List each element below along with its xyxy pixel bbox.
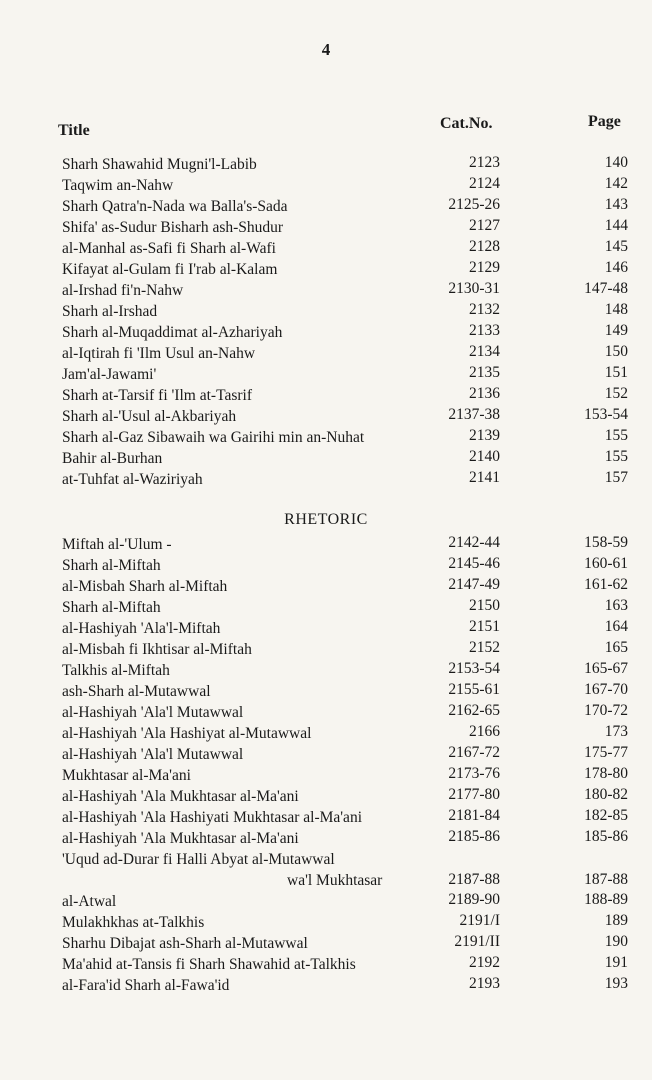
- entry-cat-no: 2177-80: [448, 786, 500, 803]
- entry-title: Talkhis al-Miftah: [62, 662, 170, 679]
- entry-title: Sharh al-Muqaddimat al-Azhariyah: [62, 324, 283, 341]
- catalog-entry-row: [0, 534, 652, 555]
- entry-title: al-Hashiyah 'Ala Mukhtasar al-Ma'ani: [62, 788, 299, 805]
- entry-cat-no: 2147-49: [448, 576, 500, 593]
- catalog-entry-row: [0, 597, 652, 618]
- entry-cat-no: 2181-84: [448, 807, 500, 824]
- entry-title: Ma'ahid at-Tansis fi Sharh Shawahid at-Talkhis: [62, 956, 356, 973]
- entry-title: Mukhtasar al-Ma'ani: [62, 767, 191, 784]
- entry-cat-no: 2155-61: [448, 681, 500, 698]
- entry-page: 151: [604, 364, 628, 381]
- entry-title: al-Hashiyah 'Ala'l Mutawwal: [62, 746, 244, 763]
- entry-title: Sharh al-Gaz Sibawaih wa Gairihi min an-Nuhat: [62, 429, 365, 446]
- entry-cat-no: 2142-44: [448, 534, 500, 551]
- entry-title: Shifa' as-Sudur Bisharh ash-Shudur: [62, 219, 284, 236]
- entry-cat-no: 2145-46: [448, 555, 500, 572]
- catalog-entry-row: [0, 660, 652, 681]
- entry-page: 190: [604, 933, 628, 950]
- entry-cat-no: 2166: [469, 723, 500, 740]
- entry-page: 147-48: [584, 280, 628, 297]
- entry-page: 148: [604, 301, 628, 318]
- entry-page: 160-61: [584, 555, 628, 572]
- catalog-entry-row: [0, 723, 652, 744]
- entry-title: ash-Sharh al-Mutawwal: [62, 683, 211, 700]
- entry-title: Sharh Qatra'n-Nada wa Balla's-Sada: [62, 198, 288, 215]
- entry-page: 163: [604, 597, 628, 614]
- entry-title: Bahir al-Burhan: [62, 450, 163, 467]
- catalog-entry-row: [0, 448, 652, 469]
- entry-cat-no: 2141: [469, 469, 500, 486]
- entry-title: Taqwim an-Nahw: [62, 177, 174, 194]
- entry-cat-no: 2125-26: [448, 196, 500, 213]
- entry-page: 165: [604, 639, 628, 656]
- catalog-entry-row: [0, 807, 652, 828]
- entry-page: 187-88: [584, 871, 628, 888]
- entry-cat-no: 2135: [469, 364, 500, 381]
- entry-title: al-Atwal: [62, 893, 117, 910]
- entry-title: al-Iqtirah fi 'Ilm Usul an-Nahw: [62, 345, 256, 362]
- entry-title: Jam'al-Jawami': [62, 366, 157, 383]
- entry-title: Miftah al-'Ulum -: [62, 536, 172, 553]
- entry-title: al-Fara'id Sharh al-Fawa'id: [62, 977, 230, 994]
- entry-cat-no: 2150: [469, 597, 500, 614]
- catalog-entry-row: [0, 217, 652, 238]
- entry-page: 189: [604, 912, 628, 929]
- entry-page: 178-80: [584, 765, 628, 782]
- entry-list-grammar: [0, 154, 652, 490]
- entry-page: 180-82: [584, 786, 628, 803]
- entry-cat-no: 2136: [469, 385, 500, 402]
- entry-title: Sharh al-Irshad: [62, 303, 158, 320]
- catalog-entry-row: [0, 385, 652, 406]
- entry-title: al-Manhal as-Safi fi Sharh al-Wafi: [62, 240, 276, 257]
- catalog-entry-row: [0, 280, 652, 301]
- catalog-entry-row: [0, 618, 652, 639]
- entry-page: 145: [604, 238, 628, 255]
- entry-cat-no: 2193: [469, 975, 500, 992]
- entry-cat-no: 2162-65: [448, 702, 500, 719]
- entry-cat-no: 2124: [469, 175, 500, 192]
- entry-title: Sharh at-Tarsif fi 'Ilm at-Tasrif: [62, 387, 252, 404]
- entry-cat-no: 2129: [469, 259, 500, 276]
- entry-cat-no: 2191/II: [454, 933, 500, 950]
- entry-list-rhetoric: [0, 534, 652, 996]
- entry-cat-no: 2127: [469, 217, 500, 234]
- catalog-entry-row: [0, 364, 652, 385]
- entry-page: 167-70: [584, 681, 628, 698]
- entry-page: 146: [604, 259, 628, 276]
- entry-page: 153-54: [584, 406, 628, 423]
- catalog-entry-row: [0, 912, 652, 933]
- column-header-cat-no: Cat.No.: [440, 115, 493, 132]
- catalog-entry-row: [0, 427, 652, 448]
- catalog-entry-row: [0, 322, 652, 343]
- entry-page: 140: [604, 154, 628, 171]
- catalog-entry-row: [0, 406, 652, 427]
- entry-cat-no: 2140: [469, 448, 500, 465]
- entry-cat-no: 2128: [469, 238, 500, 255]
- entry-title: Sharh Shawahid Mugni'l-Labib: [62, 156, 257, 173]
- entry-page: 155: [604, 427, 628, 444]
- catalog-entry-row: [0, 681, 652, 702]
- entry-title: Sharh al-Miftah: [62, 557, 161, 574]
- entry-cat-no: 2132: [469, 301, 500, 318]
- entry-page: 170-72: [584, 702, 628, 719]
- entry-cat-no: 2137-38: [448, 406, 500, 423]
- entry-page: 143: [604, 196, 628, 213]
- entry-title: al-Hashiyah 'Ala'l-Miftah: [62, 620, 221, 637]
- catalog-entry-row: [0, 744, 652, 765]
- entry-title: al-Hashiyah 'Ala'l Mutawwal: [62, 704, 244, 721]
- entry-page: 157: [604, 469, 628, 486]
- entry-cat-no: 2187-88: [448, 871, 500, 888]
- entry-cat-no: 2123: [469, 154, 500, 171]
- catalog-entry-row: [0, 849, 652, 891]
- entry-cat-no: 2152: [469, 639, 500, 656]
- entry-title: al-Hashiyah 'Ala Hashiyati Mukhtasar al-Ma'ani: [62, 809, 362, 826]
- entry-page: 150: [604, 343, 628, 360]
- entry-page: 182-85: [584, 807, 628, 824]
- catalog-entry-row: [0, 469, 652, 490]
- catalog-entry-row: [0, 576, 652, 597]
- catalog-entry-row: [0, 765, 652, 786]
- catalog-entry-row: [0, 828, 652, 849]
- entry-cat-no: 2191/I: [459, 912, 500, 929]
- entry-page: 185-86: [584, 828, 628, 845]
- page-number: 4: [321, 40, 331, 59]
- entry-cat-no: 2133: [469, 322, 500, 339]
- entry-cat-no: 2151: [469, 618, 500, 635]
- catalog-entry-row: [0, 259, 652, 280]
- entry-page: 158-59: [584, 534, 628, 551]
- entry-page: 152: [604, 385, 628, 402]
- catalog-entry-row: [0, 933, 652, 954]
- entry-cat-no: 2185-86: [448, 828, 500, 845]
- entry-title: Sharh al-'Usul al-Akbariyah: [62, 408, 237, 425]
- entry-cat-no: 2192: [469, 954, 500, 971]
- entry-cat-no: 2153-54: [448, 660, 500, 677]
- catalog-entry-row: [0, 954, 652, 975]
- column-header-page: Page: [588, 113, 621, 130]
- entry-title: al-Irshad fi'n-Nahw: [62, 282, 184, 299]
- entry-cat-no: 2130-31: [448, 280, 500, 297]
- catalog-entry-row: [0, 238, 652, 259]
- entry-page: 161-62: [584, 576, 628, 593]
- entry-page: 165-67: [584, 660, 628, 677]
- catalog-entry-row: [0, 343, 652, 364]
- entry-cat-no: 2167-72: [448, 744, 500, 761]
- catalog-entry-row: [0, 786, 652, 807]
- entry-page: 144: [604, 217, 628, 234]
- entry-cat-no: 2134: [469, 343, 500, 360]
- catalog-entry-row: [0, 639, 652, 660]
- entry-title-continuation: wa'l Mukhtasar: [287, 872, 383, 889]
- entry-page: 173: [604, 723, 628, 740]
- entry-title: al-Hashiyah 'Ala Hashiyat al-Mutawwal: [62, 725, 312, 742]
- catalog-entry-row: [0, 555, 652, 576]
- catalog-entry-row: [0, 891, 652, 912]
- entry-cat-no: 2189-90: [448, 891, 500, 908]
- entry-page: 149: [604, 322, 628, 339]
- entry-page: 155: [604, 448, 628, 465]
- catalog-entry-row: [0, 196, 652, 217]
- entry-cat-no: 2139: [469, 427, 500, 444]
- entry-page: 164: [604, 618, 628, 635]
- catalog-entry-row: [0, 175, 652, 196]
- entry-title: 'Uqud ad-Durar fi Halli Abyat al-Mutawwal: [62, 851, 335, 868]
- entry-cat-no: 2173-76: [448, 765, 500, 782]
- entry-title: Sharh al-Miftah: [62, 599, 161, 616]
- catalog-entry-row: [0, 301, 652, 322]
- entry-title: Sharhu Dibajat ash-Sharh al-Mutawwal: [62, 935, 308, 952]
- entry-page: 142: [604, 175, 628, 192]
- entry-title: at-Tuhfat al-Waziriyah: [62, 471, 203, 488]
- entry-title: Mulakhkhas at-Talkhis: [62, 914, 205, 931]
- entry-page: 193: [604, 975, 628, 992]
- entry-page: 191: [604, 954, 628, 971]
- catalog-entry-row: [0, 702, 652, 723]
- catalog-entry-row: [0, 975, 652, 996]
- entry-page: 188-89: [584, 891, 628, 908]
- entry-title: al-Misbah Sharh al-Miftah: [62, 578, 228, 595]
- catalog-entry-row: [0, 154, 652, 175]
- entry-page: 175-77: [584, 744, 628, 761]
- section-heading-rhetoric: RHETORIC: [284, 511, 368, 528]
- entry-title: al-Hashiyah 'Ala Mukhtasar al-Ma'ani: [62, 830, 299, 847]
- column-header-title: Title: [58, 122, 90, 139]
- entry-title: al-Misbah fi Ikhtisar al-Miftah: [62, 641, 252, 658]
- entry-title: Kifayat al-Gulam fi I'rab al-Kalam: [62, 261, 278, 278]
